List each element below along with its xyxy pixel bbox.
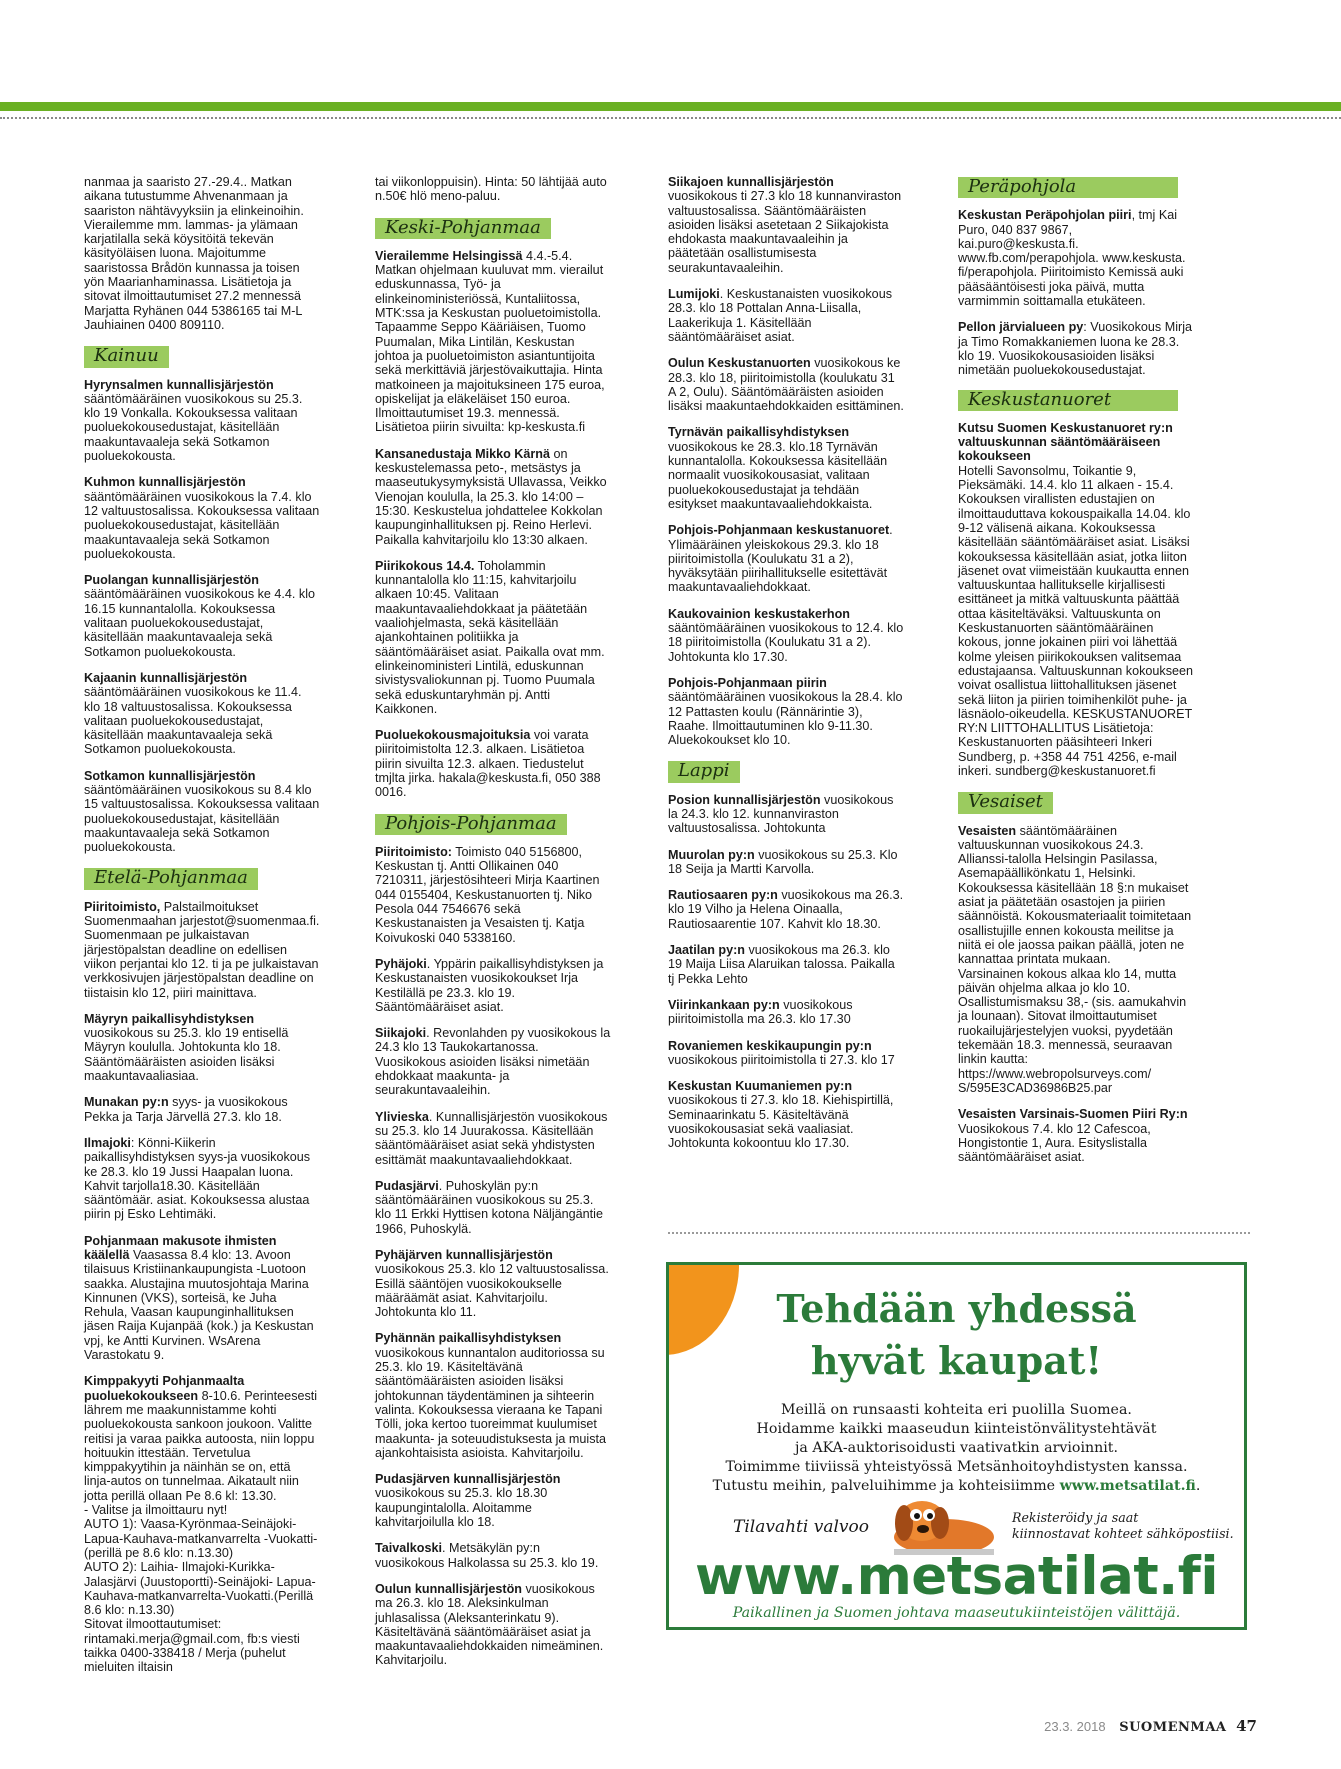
section-header-kainuu: Kainuu — [84, 346, 169, 367]
column-1 — [84, 175, 320, 1687]
section-header-perapohjola: Peräpohjola — [958, 177, 1178, 198]
notice: Piiritoimisto, Palstailmoitukset Suomenmaahan jarjestot@suomenmaa.fi. Suomenmaan pe julkaistavan järjestöpalstan deadline on edellisen viikon perjantai klo 12. ti ja pe julkaistavan verkkosivujen järjestöpalstan deadline on tiistaisin klo 12, piiri mainittava. — [84, 899, 320, 1000]
column-2 — [375, 175, 611, 1680]
notice: Hyrynsalmen kunnallisjärjestön sääntömääräinen vuosikokous su 25.3. klo 19 Vonkalla. Kokouksessa valitaan puoluekokousedustajat, käsitellään maakuntavaaleja sekä Sotkamon puoluekokousta. — [84, 377, 303, 464]
notice: Puoluekokousmajoituksia voi varata piiritoimistolta 12.3. alkaen. Lisätietoa piirin sivuilta 12.3. alkaen. Tiedustelut tmjlta jirka. hakala@keskusta.fi, 050 388 0016. — [375, 728, 601, 800]
ad-inline-link[interactable]: www.metsatilat.fi — [1059, 1478, 1196, 1494]
notice: Ilmajoki: Könni-Kiikerin paikallisyhdistyksen syys-ja vuosikokous ke 28.3. klo 19 Jussi Haapalan luona. Kahvit tarjolla18.30. Käsitellään sääntömäär. asiat. Kokouksessa alustaa piirin pj Esko Lehtimäki. — [84, 1135, 311, 1222]
top-accent-bar — [0, 102, 1341, 111]
notice: Pudasjärven kunnallisjärjestön vuosikokous su 25.3. klo 18.30 kaupungintalolla. Aloitamme kahvitarjoilulla klo 18. — [375, 1472, 561, 1530]
notice: Kaukovainion keskustakerhon sääntömääräinen vuosikokous to 12.4. klo 18 piiritoimistolla (Koulukatu 31 a 2). Johtokunta klo 17.30. — [668, 606, 904, 664]
notice: Oulun Keskustanuorten vuosikokous ke 28.3. klo 18, piiritoimistolla (koulukatu 31 A 2, Oulu). Sääntömääräisten asioiden lisäksi maakuntaehdokkaiden esittäminen. — [668, 356, 904, 414]
magazine-name: SUOMENMAA — [1119, 1720, 1227, 1735]
issue-date: 23.3. 2018 — [1044, 1719, 1106, 1734]
column-4 — [958, 175, 1194, 1176]
top-dotted-rule — [0, 117, 1341, 119]
notice: Puolangan kunnallisjärjestön sääntömääräinen vuosikokous ke 4.4. klo 16.15 kunnantalolla. Kokouksessa valitaan puoluekokousedustajat, käsitellään maakuntavaaleja sekä Sotkamon puoluekokousta. — [84, 573, 316, 659]
notice: Pyhäjärven kunnallisjärjestön vuosikokous 25.3. klo 12 valtuustosalissa. Esillä sääntöjen vuosikokoukselle määräämät asiat. Kahvitarjoilu. Johtokunta klo 11. — [375, 1248, 609, 1320]
notice: Keskustan Kuumaniemen py:n vuosikokous ti 27.3. klo 18. Kiehispirtillä, Seminaarinkatu 5. Käsiteltävänä vuosikokousasiat sekä vaaliasiat. Johtokunta kokoontuu klo 17.30. — [668, 1079, 894, 1151]
notice: Pohjois-Pohjanmaan piirin sääntömääräinen vuosikokous la 28.4. klo 12 Pattasten koulu (Rännärintie 3), Raahe. Ilmoittautuminen klo 9-11.30. Aluekokoukset klo 10. — [668, 675, 903, 748]
ad-tilavahti-label: Tilavahti valvoo — [733, 1517, 869, 1537]
notice: Vierailemme Helsingissä 4.4.-5.4. Matkan ohjelmaan kuuluvat mm. vierailut eduskunnassa, Työ- ja elinkeinoministeriössä, Kuntaliitossa, MTK:ssa ja Keskustan puoluetoimistolla. Tapaamme Seppo Kääriäisen, Tuomo Puumalan, Mika Lintilän, Keskustan johtoa ja puoluetoimiston asiantuntijoita sekä merkittäviä järjestövaikuttajia. Hinta matkoineen ja majoituksineen 175 euroa, opiskelijat ja eläkeläiset 150 euroa. Ilmoittautumiset 19.3. mennessä. Lisätietoa piirin sivuilta: kp-keskusta.fi — [375, 248, 605, 435]
notice: Vesaisten sääntömääräinen valtuuskunnan vuosikokous 24.3. Allianssi-talolla Helsingin Pasilassa, Asemapäällikönkatu 1, Helsinki. Kokouksessa käsitellään 18 §:n mukaiset asiat ja päätetään osastojen ja piirien säännöistä. Kokousmateriaalit toimitetaan osallistujille ennen kokousta meilitse ja niitä ei ole jaossa paikan päällä, joten ne kannattaa printata mukaan. Varsinainen kokous alkaa klo 14, mutta päivän ohjelma alkaa jo klo 10. Osallistumismaksu 38,- (sis. aamukahvin ja lounaan). Sitovat ilmoittautumiset ruokailujärjestelyjen vuoksi, pyydetään tekemään 18.3. mennessä, seuraavan linkin kautta: https://www.webropolsurveys.com/ S/595E3CAD36986B25.par — [958, 823, 1192, 1095]
section-header-lappi: Lappi — [668, 761, 740, 782]
notice: Kimppakyyti Pohjanmaalta puoluekokoukseen 8-10.6. Perinteesesti lährem me maakunnistamme kohti puoluekokousta sankoon joukoon. Valitte reitisi ja varaa paikka autoosta, niin loppu hoituukin ittestään. Tervetulua kimppakyytihin ja näinhän se on, että linja-autos on tunnelmaa. Aikatault niin jotta perillä ollaan Pe 8.6 kl: 13.30. — [84, 1374, 318, 1503]
section-header-keskustanuoret: Keskustanuoret — [958, 390, 1178, 411]
section-header-keski-pohjanmaa: Keski-Pohjanmaa — [375, 218, 551, 239]
notice: Keskustan Peräpohjolan piiri, tmj Kai Puro, 040 837 9867, kai.puro@keskusta.fi. www.fb.com/perapohjola. www.keskusta. fi/perapohjola. Piiritoimisto Kemissä auki pääsääntöisesti joka päivä, mutta varmimmin soittamalla etukäteen. — [958, 208, 1186, 309]
notice: Siikajoen kunnallisjärjestön vuosikokous ti 27.3 klo 18 kunnanviraston valtuustosalissa. Sääntömääräisten asioiden lisäksi asetetaan 2 Siikajokista ehdokasta maakuntavaaleihin ja päätetään osallistumisesta seurakuntavaaleihin. — [668, 175, 902, 275]
page-number: 47 — [1236, 1717, 1257, 1735]
notice: Kutsu Suomen Keskustanuoret ry:n valtuuskunnan sääntömääräiseen kokoukseen Hotelli Savonsolmu, Toikantie 9, Pieksämäki. 14.4. klo 11 alkaen - 15.4. Kokouksen virallisten edustajien on ilmoittauduttava kokouspaikalla 14.04. klo 9-12 välisenä aikana. Kokouksessa käsitellään sääntömääräiset asiat. Lisäksi kokouksessa käsitellään asiat, jotka liiton jäsenet ovat viimeistään kuukautta ennen valtuuskuntaa hallitukselle kirjallisesti esittäneet ja mitkä valtuuskunta päättää ottaa käsiteltäväksi. Valtuuskunta on Keskustanuorten sääntömääräinen kokous, jonne jokainen piiri voi lähettää kolme yleisen piirikokouksen valitsemaa edustajaansa. Valtuuskunnan kokoukseen voivat osallistua liittohallituksen jäsenet sekä liiton ja piirien toimihenkilöt puhe- ja läsnäolo-oikeudella. KESKUSTANUORET RY:N LIITTOHALLITUS Lisätietoja: Keskustanuorten pääsihteeri Inkeri Sundberg, p. +358 44 751 4256, e-mail inkeri. sundberg@keskustanuoret.fi — [958, 420, 1194, 778]
notice: Lumijoki. Keskustanaisten vuosikokous 28.3. klo 18 Pottalan Anna-Liisalla, Laakerikuja 1. Käsitellään sääntömääräiset asiat. — [668, 287, 892, 344]
notice: Piirikokous 14.4. Toholammin kunnantalolla klo 11:15, kahvitarjoilu alkaen 10:45. Valitaan maakuntavaaliehdokkaat ja päätetään vaaliohjelmasta, sekä käsitellään ajankohtainen politiikka ja sääntömääräiset asiat. Paikalla ovat mm. elinkeinoministeri Lintilä, eduskunnan sivistysvaliokunnan pj. Tuomo Puumala sekä eduskuntaryhmän pj. Antti Kaikkonen. — [375, 558, 605, 716]
notice: Tyrnävän paikallisyhdistyksen vuosikokous ke 28.3. klo.18 Tyrnävän kunnantalolla. Kokouksessa käsitellään normaalit vuosikokousasiat, valitaan puoluekokousedustajat ja tehdään esitykset maakuntavaaliehdokkaista. — [668, 425, 888, 511]
notice: Pyhäjoki. Yppärin paikallisyhdistyksen ja Keskustanaisten vuosikokoukset Irja Kestilällä pe 23.3. klo 19. Sääntömääräiset asiat. — [375, 956, 604, 1014]
notice: Taivalkoski. Metsäkylän py:n vuosikokous Halkolassa su 25.3. klo 19. — [375, 1541, 599, 1570]
notice: Vesaisten Varsinais-Suomen Piiri Ry:n Vuosikokous 7.4. klo 12 Cafescoa, Hongistontie 1, Aura. Esityslistalla sääntömääräiset asiat. — [958, 1107, 1188, 1165]
ad-register-text: Rekisteröidy ja saat kiinnostavat kohteet sähköpostiisi. — [1012, 1510, 1234, 1541]
notice: Kansanedustaja Mikko Kärnä on keskustelemassa peto-, metsästys ja maaseutukysymyksistä Ullavassa, Veikko Vienojan koululla, la 25.3. klo 14:00 – 15:30. Keskustelua johdattelee Kokkolan kaupunginhallituksen pj. Reino Herlevi. Paikalla kahvitarjoilu klo 13:30 alkaen. — [375, 446, 607, 547]
notice: Sotkamon kunnallisjärjestön sääntömääräinen vuosikokous su 8.4 klo 15 valtuustosalissa. Kokouksessa valitaan puoluekokousedustajat, käsitellään maakuntavaaleja sekä Sotkamon puoluekokousta. — [84, 768, 320, 855]
notice: Pohjois-Pohjanmaan keskustanuoret. Ylimääräinen yleiskokous 29.3. klo 18 piiritoimistolla (Koulukatu 31 a 2), hyväksytään piirihallitukselle esitettävät maakuntavaaliehdokkaat. — [668, 523, 893, 595]
notice: Kuhmon kunnallisjärjestön sääntömääräinen vuosikokous la 7.4. klo 12 valtuustosalissa. Kokouksessa valitaan puoluekokousedustajat, käsitellään maakuntavaaleja sekä Sotkamon puoluekokousta. — [84, 475, 320, 561]
column-3 — [668, 175, 904, 1163]
ad-tagline: Paikallinen ja Suomen johtava maaseutukiinteistöjen välittäjä. — [732, 1605, 1181, 1621]
section-header-vesaiset: Vesaiset — [958, 792, 1053, 813]
notice: Ylivieska. Kunnallisjärjestön vuosikokous su 25.3. klo 14 Juurakossa. Käsitellään sääntömääräiset asiat sekä yhdistysten esittämät maakuntavaaliehdokkaat. — [375, 1109, 608, 1167]
dotted-divider — [668, 1232, 1250, 1234]
section-header-pohjois-pohjanmaa: Pohjois-Pohjanmaa — [375, 814, 567, 835]
notice: Rautiosaaren py:n vuosikokous ma 26.3. klo 19 Vilho ja Helena Oinaalla, Rautiosaarentie 107. Kahvit klo 18.30. — [668, 888, 904, 931]
section-header-etela-pohjanmaa: Etelä-Pohjanmaa — [84, 868, 258, 889]
ad-headline: Tehdään yhdessä hyvät kaupat! — [776, 1286, 1137, 1383]
notice-continuation: tai viikonloppuisin). Hinta: 50 lähtijää auto n.50€ hlö meno-paluu. — [375, 175, 607, 204]
notice: Rovaniemen keskikaupungin py:n vuosikokous piiritoimistolla ti 27.3. klo 17 — [668, 1038, 895, 1067]
article-continuation: nanmaa ja saaristo 27.-29.4.. Matkan aikana tutustumme Ahvenanmaan ja saariston nähtävyyksiin ja elinkeinoihin. Vierailemme mm. lammas- ja ylämaan karjatilalla sekä köysitöitä tekevän käsityöläisen luona. Majoitumme saaristossa Brådön kunnassa ja toisen yön Maarianhaminassa. Lisätietoja ja sitovat ilmoittautumiset 27.2 mennessä Marjatta Ryhänen 044 5386165 tai M-L Jauhiainen 0400 809110. — [84, 175, 304, 332]
notice: Pyhännän paikallisyhdistyksen vuosikokous kunnantalon auditoriossa su 25.3. klo 19. Käsiteltävänä sääntömääräisten asioiden lisäksi johtokunnan täydentäminen ja sihteerin valinta. Kokouksessa vieraana ke Tapani Tölli, joka kertoo tuoreimmat kuulumiset maakunta- ja soteuudistuksesta ja muista ajankohtaisista asioista. Kahvitarjoilu. — [375, 1331, 607, 1460]
notice: Viirinkankaan py:n vuosikokous piiritoimistolla ma 26.3. klo 17.30 — [668, 997, 853, 1027]
notice: Mäyryn paikallisyhdistyksen vuosikokous su 25.3. klo 19 entisellä Mäyryn koululla. Johtokunta klo 18. Sääntömääräisten asioiden lisäksi maakuntavaaliasiaa. — [84, 1011, 289, 1084]
page-footer — [1044, 1717, 1257, 1735]
notice: Kajaanin kunnallisjärjestön sääntömääräinen vuosikokous ke 11.4. klo 18 valtuustosalissa. Kokouksessa valitaan puoluekokousedustajat, käsitellään maakuntavaaleja sekä Sotkamon puoluekokousta. — [84, 670, 302, 757]
notice: Jaatilan py:n vuosikokous ma 26.3. klo 19 Maija Liisa Alaruikan talossa. Paikalla tj Pekka Lehto — [668, 943, 895, 986]
ad-body-text: Meillä on runsaasti kohteita eri puolilla Suomea. Hoidamme kaikki maaseudun kiinteistönvälitystehtävät ja AKA-auktorisoidusti vaativatkin arvioinnit. Toimimme tiiviissä yhteistyössä Metsänhoitoyhdistysten kanssa. Tutustu meihin, palveluihimme ja kohteisiimme www.metsatilat.fi. — [712, 1402, 1201, 1494]
notice-details: - Valitse ja ilmoittauru nyt! AUTO 1): Vaasa-Kyrönmaa-Seinäjoki-Lapua-Kauhava-matkanvarrelta -Vuokatti- (perillä pe 8.6 klo: n.13.30) AUTO 2): Laihia- Ilmajoki-Kurikka-Jalasjärvi (Juustoportti)-Seinäjoki- Lapua-Kauhava-matkanvarrelta-Vuokatti.(Perillä 8.6 klo: n.13.30) Sitovat ilmoottautumiset: rintamaki.merja@gmail.com, fb:s viesti taikka 0400-338418 / Merja (puhelut mieluiten iltaisin — [84, 1503, 318, 1675]
notice: Pudasjärvi. Puhoskylän py:n sääntömääräinen vuosikokous su 25.3. klo 11 Erkki Hyttisen kotona Näljängäntie 1966, Puhoskylä. — [375, 1178, 603, 1236]
metsatilat-advertisement[interactable] — [666, 1262, 1247, 1630]
ad-website-link[interactable]: www.metsatilat.fi — [694, 1546, 1219, 1607]
notice: Muurolan py:n vuosikokous su 25.3. Klo 18 Seija ja Martti Karvolla. — [668, 847, 898, 876]
notice: Oulun kunnallisjärjestön vuosikokous ma 26.3. klo 18. Aleksinkulman juhlasalissa (Aleksanterinkatu 9). Käsiteltävänä sääntömääräiset asiat ja maakuntavaaliehdokkaiden nimeäminen. Kahvitarjoilu. — [375, 1581, 604, 1668]
notice: Pellon järvialueen py: Vuosikokous Mirja ja Timo Romakkaniemen luona ke 28.3. klo 19. Vuosikokousasioiden lisäksi nimetään puoluekokousedustajat. — [958, 320, 1193, 378]
notice: Siikajoki. Revonlahden py vuosikokous la 24.3 klo 13 Taukokartanossa. Vuosikokous asioiden lisäksi nimetään ehdokkaat maakunta- ja seurakuntavaaleihin. — [375, 1026, 611, 1098]
notice: Piiritoimisto: Toimisto 040 5156800, Keskustan tj. Antti Ollikainen 040 7210311, järjestösihteeri Mirja Kaartinen 044 0155404, Keskustanuorten tj. Niko Pesola 044 7546676 sekä Keskustanaisten ja Vesaisten tj. Katja Koivukoski 040 5338160. — [375, 844, 600, 945]
notice: Munakan py:n syys- ja vuosikokous Pekka ja Tarja Järvellä 27.3. klo 18. — [84, 1095, 288, 1124]
notice: Posion kunnallisjärjestön vuosikokous la 24.3. klo 12. kunnanviraston valtuustosalissa. Johtokunta — [668, 792, 894, 836]
notice: Pohjanmaan makusote ihmisten käälellä Vaasassa 8.4 klo: 13. Avoon tilaisuus Kristiinankaupungista -Luotoon saakka. Alustajina muutosjohtaja Marina Kinnunen (VKS), sorteisä, ke Juha Rehula, Vaasan kaupunginhallituksen jäsen Raija Kujanpää (kok.) ja Keskustan vpj, ke Antti Kurvinen. WsArena Varastokatu 9. — [84, 1233, 314, 1363]
